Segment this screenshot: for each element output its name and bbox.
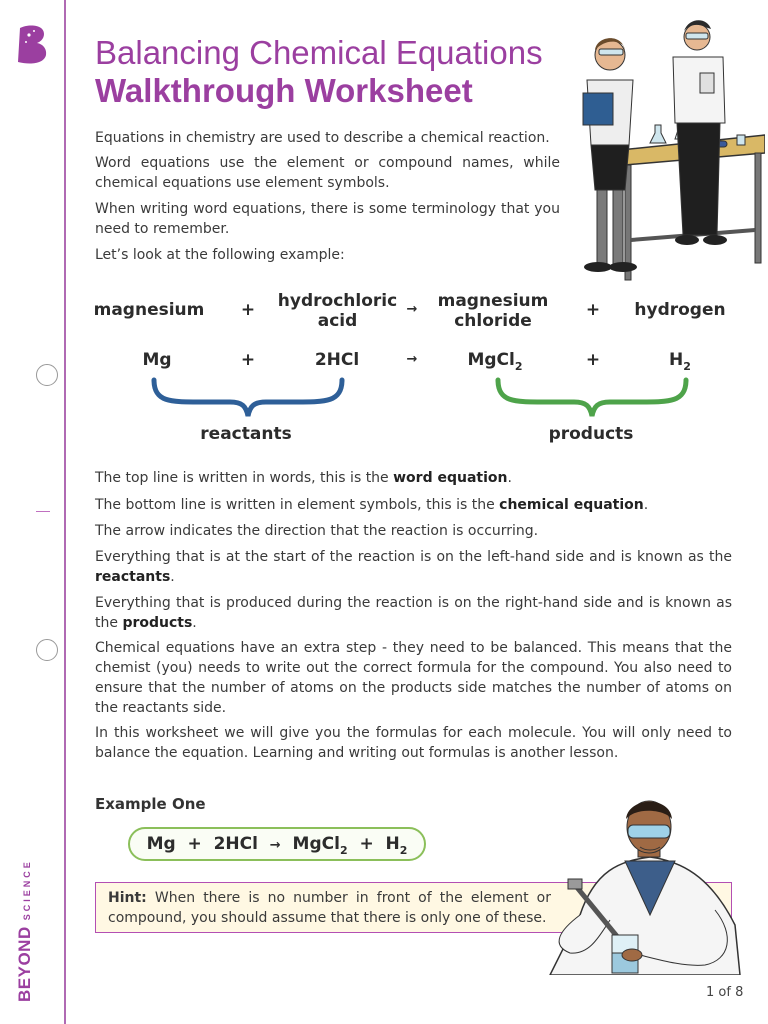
- example-arrow: →: [269, 838, 281, 853]
- b1-post: .: [507, 470, 512, 486]
- example-equation: [130, 834, 424, 856]
- chem-arrow: →: [406, 352, 418, 367]
- b5-bold: products: [122, 615, 193, 631]
- intro-paragraph-2: Word equations use the element or compound names, while chemical equations use element symbols.: [95, 155, 560, 191]
- chem-plus-2: +: [585, 350, 601, 370]
- example-heading: Example One: [95, 795, 206, 813]
- b1-bold: word equation: [393, 470, 508, 486]
- hint-body: When there is no number in front of the element or compound, you should assume that there is only one of these.: [108, 890, 551, 926]
- example-mgcl: MgCl: [292, 834, 340, 854]
- scientist-pipette-illustration: [540, 795, 745, 975]
- chem-term-mgcl2: [455, 350, 535, 372]
- word-term-hydrochloric-line2: acid: [317, 311, 358, 331]
- word-term-hydrogen: hydrogen: [634, 300, 726, 320]
- chem-mgcl-text: MgCl: [467, 350, 515, 370]
- chem-h-text: H: [669, 350, 684, 370]
- word-plus-1: +: [240, 300, 256, 320]
- word-term-hydrochloric-acid: [270, 291, 405, 331]
- b4-post: .: [170, 569, 175, 585]
- word-term-hydrochloric-line1: hydrochloric: [277, 291, 398, 311]
- chem-term-mg: Mg: [142, 350, 172, 370]
- body-paragraph-chemical-equation: [95, 495, 732, 515]
- body-paragraph-word-equation: [95, 468, 732, 488]
- hint-label: Hint:: [108, 890, 147, 906]
- word-plus-2: +: [585, 300, 601, 320]
- example-mgcl-subscript: 2: [339, 844, 348, 857]
- b2-bold: chemical equation: [499, 497, 644, 513]
- word-term-magnesium: magnesium: [93, 300, 205, 320]
- example-plus-1: +: [187, 834, 202, 854]
- margin-line: [64, 0, 66, 1024]
- example-2hcl: 2HCl: [213, 834, 258, 854]
- chem-term-2hcl: 2HCl: [314, 350, 360, 370]
- binder-hole-top: [36, 364, 58, 386]
- b4-bold: reactants: [95, 569, 171, 585]
- chem-mgcl-subscript: 2: [514, 360, 523, 373]
- products-brace: [494, 376, 690, 420]
- example-h: H: [385, 834, 400, 854]
- example-mg: Mg: [146, 834, 176, 854]
- products-label: products: [548, 424, 634, 444]
- page-title: Balancing Chemical Equations: [95, 34, 543, 71]
- word-term-mgcl-line1: magnesium: [437, 291, 549, 311]
- chem-h-subscript: 2: [683, 360, 691, 373]
- b4-pre: Everything that is at the start of the reaction is on the left-hand side and is known as the: [95, 549, 732, 565]
- reactants-label: reactants: [200, 424, 292, 444]
- body-paragraph-balancing: Chemical equations have an extra step - they need to be balanced. This means that the chemist (you) needs to write out the correct formula for the compound. You also need to ensure that the number of atoms on the products side matches the number of atoms on the reactants side.: [95, 640, 732, 716]
- b1-pre: The top line is written in words, this is the: [95, 470, 394, 486]
- word-arrow: →: [406, 302, 418, 317]
- chem-term-h2: [660, 350, 700, 372]
- chem-plus-1: +: [240, 350, 256, 370]
- b5-post: .: [192, 615, 197, 631]
- brand-science: SCIENCE: [22, 859, 32, 921]
- page-subtitle: Walkthrough Worksheet: [95, 72, 473, 109]
- side-brand: [15, 842, 45, 1002]
- beyond-logo-icon: [14, 22, 50, 66]
- example-plus-2: +: [359, 834, 374, 854]
- intro-paragraph-4: Let’s look at the following example:: [95, 247, 345, 263]
- body-paragraph-arrow: The arrow indicates the direction that the reaction is occurring.: [95, 523, 539, 539]
- binder-hole-bottom: [36, 639, 58, 661]
- b2-pre: The bottom line is written in element symbols, this is the: [95, 497, 500, 513]
- intro-paragraph-1: Equations in chemistry are used to describe a chemical reaction.: [95, 130, 550, 146]
- fold-mark: [36, 511, 50, 512]
- page-number: 1 of 8: [706, 985, 744, 1000]
- scientists-lab-illustration: [565, 15, 765, 283]
- brand-beyond: BEYOND: [15, 926, 34, 1002]
- b2-post: .: [643, 497, 649, 513]
- body-paragraph-products: [95, 593, 732, 633]
- body-paragraph-reactants: [95, 547, 732, 587]
- example-h-subscript: 2: [399, 844, 408, 857]
- hint-text: [108, 888, 551, 928]
- reactants-brace: [150, 376, 346, 420]
- example-equation-pill: [128, 827, 426, 861]
- word-term-mgcl-line2: chloride: [454, 311, 532, 331]
- intro-paragraph-3: When writing word equations, there is some terminology that you need to remember.: [95, 201, 560, 237]
- b5-pre: Everything that is produced during the reaction is on the right-hand side and is known as the: [95, 595, 732, 631]
- word-term-magnesium-chloride: [430, 291, 556, 331]
- body-paragraph-worksheet: In this worksheet we will give you the formulas for each molecule. You will only need to balance the equation. Learning and writing out formulas is another lesson.: [95, 725, 732, 761]
